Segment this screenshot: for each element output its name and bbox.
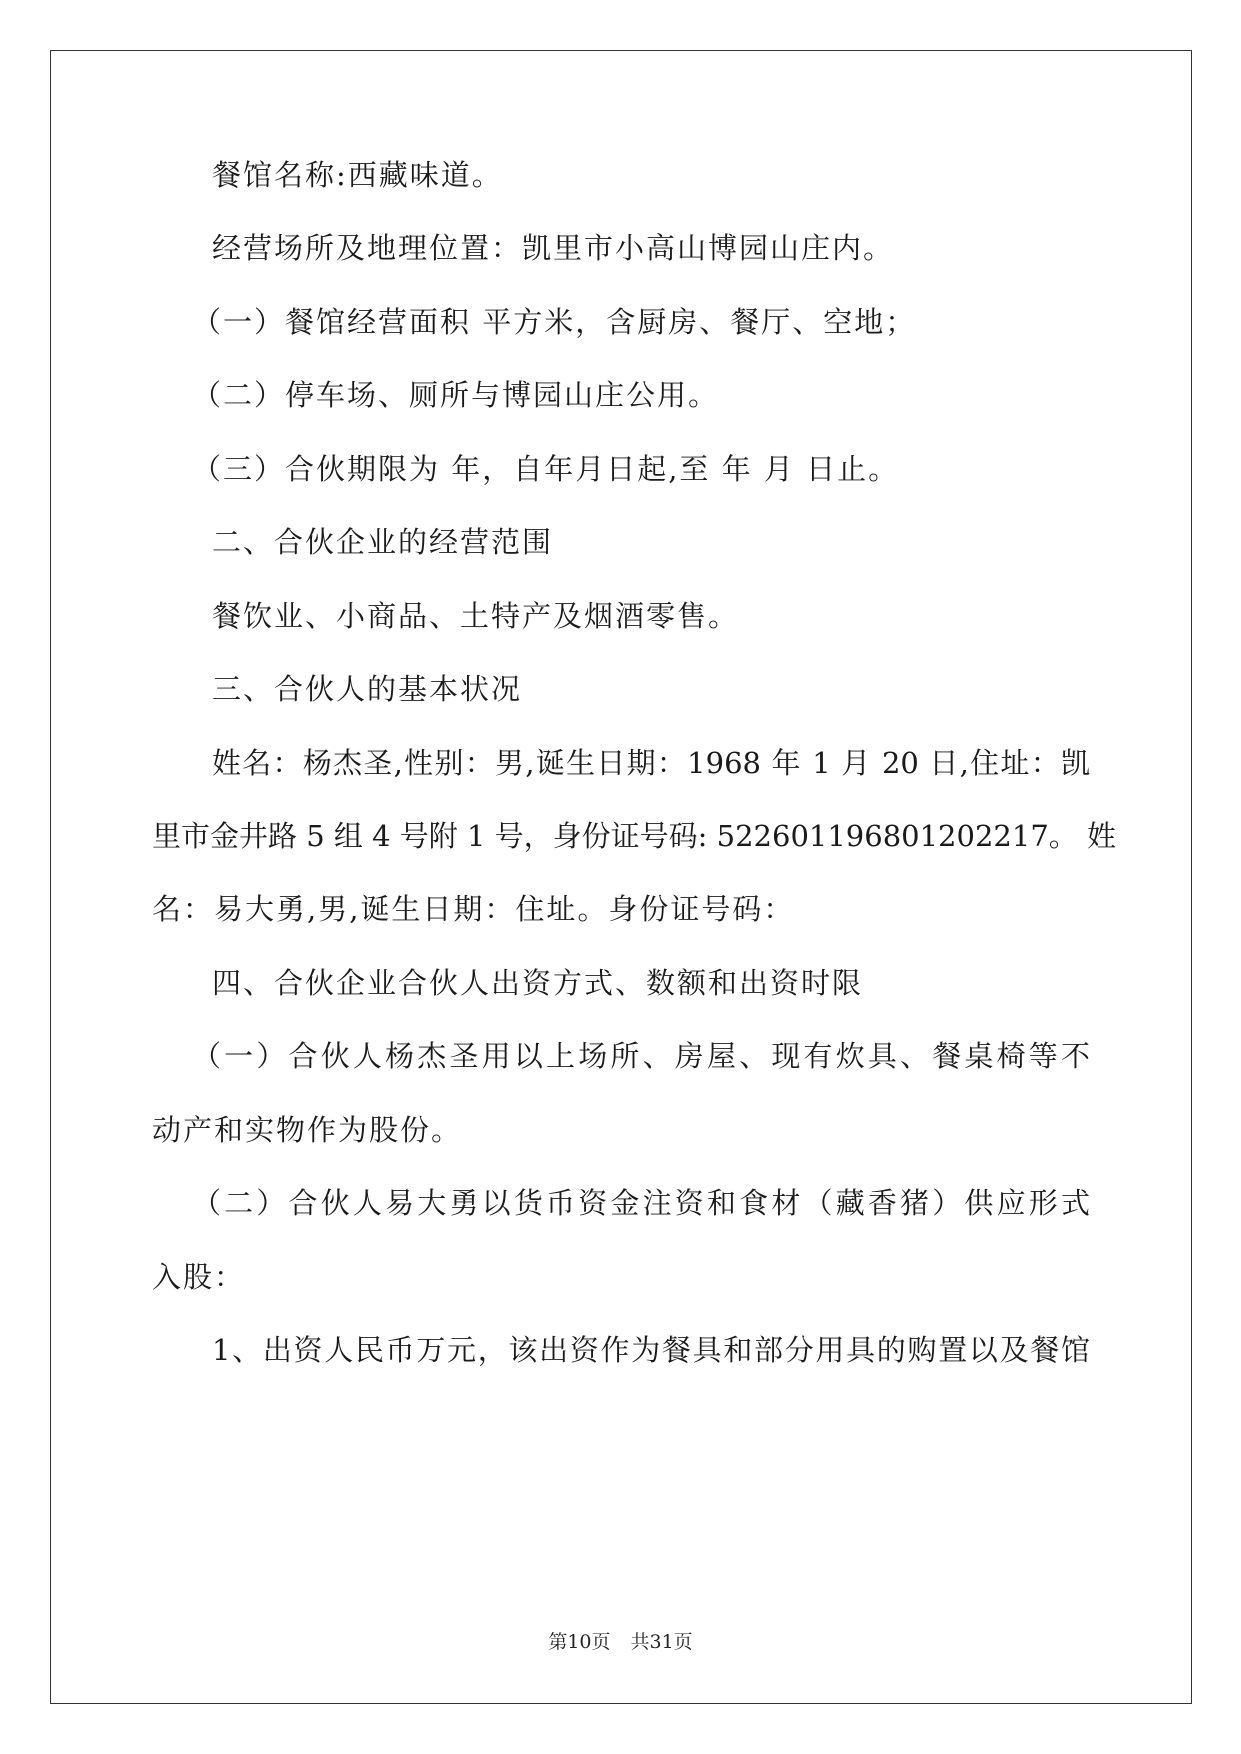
contribution-2-line-1: （二）合伙人易大勇以货币资金注资和食材（藏香猪）供应形式 [192,1186,1090,1220]
partner-1-line-2: 里市金井路 5 组 4 号附 1 号，身份证号码: 522601196801202217。 姓 [152,819,1116,853]
contribution-2-item-1: 1、出资人民币万元，该出资作为餐具和部分用具的购置以及餐馆 [212,1333,1090,1367]
partner-1-line-1: 姓名：杨杰圣,性别：男,诞生日期：1968 年 1 月 20 日,住址：凯 [212,746,1090,780]
clause-1-line: （一）餐馆经营面积 平方米，含厨房、餐厅、空地； [192,305,917,339]
page-total: 共31页 [630,1631,693,1653]
page-number: 第10页 [548,1631,611,1653]
contribution-1-line-1: （一）合伙人杨杰圣用以上场所、房屋、现有炊具、餐桌椅等不 [192,1039,1090,1073]
contribution-2-line-2: 入股： [152,1260,246,1294]
contribution-1-line-2: 动产和实物作为股份。 [152,1113,463,1147]
page-border [50,50,1192,1704]
clause-3-line: （三）合伙期限为 年，自年月日起,至 年 月 日止。 [192,452,900,486]
page-footer [0,1627,1241,1654]
clause-2-line: （二）停车场、厕所与博园山庄公用。 [192,378,720,412]
section-3-heading: 三、合伙人的基本状况 [212,672,523,706]
partner-2-line: 名：易大勇,男,诞生日期：住址。身份证号码： [152,892,795,926]
section-4-heading: 四、合伙企业合伙人出资方式、数额和出资时限 [212,966,864,1000]
business-scope-line: 餐饮业、小商品、土特产及烟酒零售。 [212,599,740,633]
restaurant-name-line: 餐馆名称:西藏味道。 [212,158,503,192]
location-line: 经营场所及地理位置：凯里市小高山博园山庄内。 [212,231,895,265]
section-2-heading: 二、合伙企业的经营范围 [212,525,554,559]
